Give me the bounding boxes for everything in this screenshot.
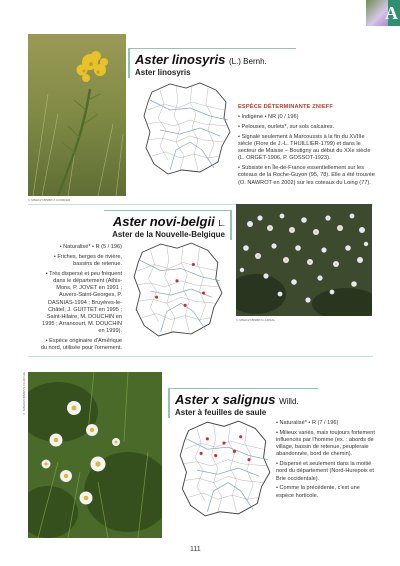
photo-credit: © MNHN/CBNBP/J.CORDIER <box>28 198 71 202</box>
species-description <box>40 244 122 355</box>
status-heading: ESPÈCE DÉTERMINANTE ZNIEFF <box>238 104 334 110</box>
habitat-line: • Pelouses, ourlets*, sur sols calcaires. <box>238 124 335 130</box>
chapter-letter: A <box>385 3 398 23</box>
scientific-name: Aster x salignus Willd. <box>175 392 299 407</box>
species-title-block <box>128 48 296 78</box>
common-name: Aster à feuilles de saule <box>175 408 267 417</box>
habitat-line: • Friches, berges de rivière, bassins de retenue. <box>53 253 122 267</box>
note-line: • Espèce originaire d'Amérique du nord, utilisée pour l'ornement. <box>40 338 122 352</box>
distribution-line: • Signalé seulement à Marcoussis à la fin du XVIIIe siècle (Flore de J.-L. THUILLIER-1799) et dans le secteur de Maisse – Boutigny au début du XXe siècle (L. ORGET-1906, P. GOSSOT-1923). <box>238 133 371 162</box>
status-line: • Indigène • NR (0 / 196) <box>238 114 299 121</box>
occurrence-dot <box>233 450 236 453</box>
chapter-tab <box>366 0 400 26</box>
occurrence-dot <box>200 452 203 455</box>
scientific-name: Aster linosyris (L.) Bernh. <box>135 52 267 67</box>
photo-aster-linosyris <box>28 34 126 196</box>
photo-credit: © MNHN/CBNBP/S.FILOCHE <box>22 372 26 416</box>
occurrence-dot <box>239 435 242 438</box>
occurrence-dot <box>206 437 209 440</box>
note-line: • Comme la précédente, c'est une espèce horticole. <box>276 485 360 499</box>
photo-aster-salignus <box>28 372 162 538</box>
occurrence-dot <box>175 279 178 282</box>
occurrence-dot <box>222 441 225 444</box>
occurrence-dot <box>202 292 205 295</box>
status-line: • Naturalisé* • R (5 / 196) <box>59 244 122 250</box>
section-divider <box>28 356 373 357</box>
distribution-line: • Dispersé et seulement dans la moitié nord du département (Nord-Hurepoix et Brie occidentale). <box>276 461 374 482</box>
habitat-line: • Milieux variés, mais toujours fortement influencés par l'homme (ex. : abords de village, bassin de retenue, peupleraie abandonnée, bord de chemin). <box>276 429 375 458</box>
page-number: 111 <box>190 546 201 553</box>
occurrence-dot <box>214 454 217 457</box>
common-name: Aster linosyris <box>135 68 191 77</box>
scientific-name: Aster novi-belgii L. <box>112 214 225 229</box>
photo-aster-novi-belgii <box>236 204 372 316</box>
status-line: • Naturalisé* • R (7 / 196) <box>276 420 339 426</box>
occurrence-dot <box>184 304 187 307</box>
species-description <box>276 420 376 502</box>
occurrence-dot <box>247 458 250 461</box>
occurrence-dot <box>192 263 195 266</box>
distribution-map <box>140 80 232 176</box>
distribution-map <box>176 418 272 518</box>
species-title-block <box>104 210 232 240</box>
distribution-line: • Très dispersé et peu fréquent dans le département (Athis-Mons, P. JOVET en 1991 ; Auvers-Saint-Georges, P. DASNIAS-1994 ; Bruyères-le-Châtel, J. GUITTET en 1995 ; Saint-Hilaire, M. DOUCHIN en 1995 ; Arrancourt, M. DOUCHIN en 1999). <box>42 270 122 335</box>
species-description <box>238 104 378 189</box>
photo-credit: © MNHN/CBNBP/G.ARNAL <box>236 318 276 322</box>
common-name: Aster de la Nouvelle-Belgique <box>112 230 225 239</box>
occurrence-dot <box>155 296 158 299</box>
note-line: • Subsiste en Île-de-France essentiellement sur les coteaux de la Roche-Guyon (95, 78). Elle a été trouvée (O. NAWROT en 2002) sur les coteaux du Loing (77). <box>238 165 375 186</box>
species-title-block <box>168 388 318 418</box>
distribution-map <box>130 240 224 338</box>
